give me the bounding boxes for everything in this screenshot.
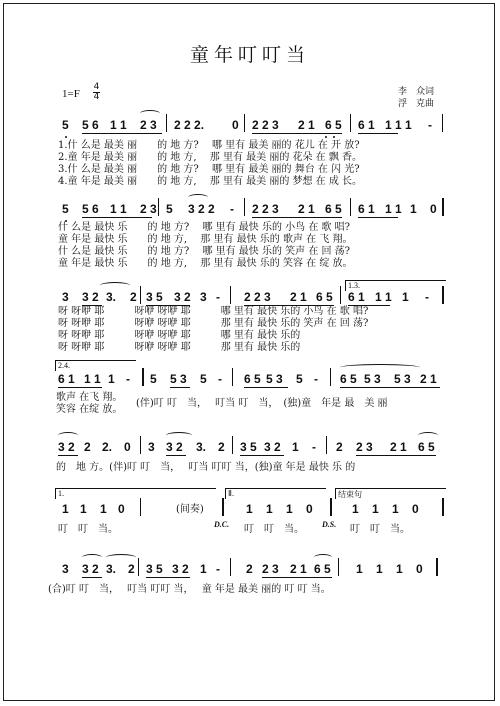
lyric-line: 什 么是 最快 乐 的 地 方? 哪 里有 最快 乐的 笑声 在 回 荡?	[58, 246, 351, 257]
note: 2 2 3	[252, 118, 279, 132]
note: 3	[200, 290, 207, 304]
note: 1	[405, 118, 412, 132]
note: 0	[412, 502, 419, 516]
note: 6 5	[325, 118, 342, 132]
key-signature: 1=F	[62, 88, 80, 100]
note: 5 6	[82, 202, 99, 216]
note: 6 1	[58, 372, 75, 386]
slur	[58, 432, 78, 439]
note: 0	[416, 562, 423, 576]
note: 2 3	[140, 202, 157, 216]
low-dot	[333, 136, 335, 138]
underline	[252, 217, 342, 218]
note: 3 2	[82, 562, 99, 576]
note: -	[126, 372, 130, 386]
ending-label: 结束句	[338, 490, 362, 499]
note: -	[428, 118, 432, 132]
note: 2 1	[290, 562, 307, 576]
note: 1	[356, 562, 363, 576]
note: 2	[246, 562, 253, 576]
underline	[82, 133, 162, 134]
note: -	[314, 372, 318, 386]
lyrics-block-3	[0, 306, 500, 356]
lyrics-block-1	[0, 140, 500, 190]
barline	[222, 498, 224, 516]
note: 2	[128, 562, 135, 576]
lyric-line: 叮 叮 当。	[350, 524, 410, 535]
slur	[314, 554, 332, 561]
note: 3.	[106, 562, 117, 576]
lyric-line: 1.什 么是 最美 丽 的 地 方? 哪 里有 最美 丽的 花儿 在 开 放?	[58, 140, 360, 151]
note: 5 3	[394, 372, 411, 386]
barline	[326, 436, 327, 454]
note: -	[425, 290, 429, 304]
note: -	[216, 562, 220, 576]
lyric-line: 呀 呀咿 耶 呀咿 呀咿 耶 哪 里有 最快 乐的 小鸟 在 歌 唱?	[58, 306, 369, 317]
slur	[188, 194, 208, 201]
note: 3 2	[264, 440, 281, 454]
section-label: 1.	[58, 489, 64, 498]
note: 2	[84, 440, 91, 454]
notation-row-6	[0, 502, 500, 522]
note: 2	[336, 440, 343, 454]
note: 1	[410, 202, 417, 216]
note: 1 1	[385, 118, 402, 132]
note: 3 2	[166, 440, 183, 454]
lyric-line: 笑容 在绽 放。	[56, 404, 123, 415]
note: 3 2	[174, 290, 191, 304]
barline	[140, 498, 141, 516]
note: 2	[218, 440, 225, 454]
note: 2 2 3	[252, 202, 279, 216]
underline	[58, 387, 102, 388]
barline	[232, 368, 233, 386]
note: 1	[80, 502, 87, 516]
note: 5 3	[170, 372, 187, 386]
note: 3 5	[146, 290, 163, 304]
note: 5	[296, 372, 303, 386]
note: -	[216, 290, 220, 304]
barline	[232, 436, 233, 454]
lyric-line: 呀 呀咿 耶 呀咿 呀咿 耶 哪 里有 最快 乐的	[58, 330, 301, 341]
note: 2.	[102, 440, 113, 454]
repeat-barline	[442, 286, 444, 304]
notation-row-2	[0, 202, 500, 222]
barline	[142, 368, 144, 386]
notation-row-7	[0, 562, 500, 582]
note: 1	[392, 502, 399, 516]
composer-credit: 浮 克曲	[398, 99, 435, 109]
note: 1	[200, 562, 207, 576]
slur	[100, 282, 130, 289]
note: 5 6	[82, 118, 99, 132]
lyric-line: 叮 叮 当。	[58, 524, 118, 535]
slur	[82, 554, 102, 561]
underline	[358, 133, 398, 134]
underline	[82, 217, 152, 218]
low-dot	[325, 136, 327, 138]
barline	[166, 114, 167, 132]
note: 5	[200, 372, 207, 386]
note: 6 5	[418, 440, 435, 454]
notation-row-1	[0, 118, 500, 138]
note: 5 3	[364, 372, 381, 386]
time-signature	[93, 83, 100, 102]
note: 1 1	[375, 290, 392, 304]
underline	[252, 133, 342, 134]
lyrics-block-2	[0, 222, 500, 272]
note: 3	[62, 290, 69, 304]
note: 6 5	[316, 290, 333, 304]
slur	[418, 432, 438, 439]
underline	[146, 577, 190, 578]
song-title: 童年叮叮当	[189, 44, 310, 66]
barline	[140, 286, 141, 304]
note: 3 2	[172, 562, 189, 576]
underline	[240, 455, 284, 456]
note: 6 1	[358, 118, 375, 132]
barline	[140, 436, 141, 454]
note: 3 2 2	[188, 202, 215, 216]
note: 2	[130, 290, 137, 304]
note: 6 5	[244, 372, 261, 386]
underline	[244, 387, 288, 388]
underline	[262, 577, 332, 578]
note: 1	[286, 502, 293, 516]
note: 0	[118, 502, 125, 516]
note: 6 1	[348, 290, 365, 304]
note: 5	[62, 118, 69, 132]
note: 3.	[106, 290, 117, 304]
low-dot	[65, 136, 67, 138]
slur	[106, 554, 136, 561]
note: 3 5	[146, 562, 163, 576]
lyrics-block-6	[0, 524, 500, 538]
note: 3	[148, 440, 155, 454]
note: 1	[396, 562, 403, 576]
slur	[340, 364, 420, 371]
final-barline	[436, 558, 438, 576]
barline	[244, 114, 245, 132]
note: 2 1	[290, 290, 307, 304]
underline	[166, 455, 186, 456]
note: 2 1	[390, 440, 407, 454]
volta-label: 1.3.	[348, 281, 360, 290]
slur	[166, 432, 192, 439]
lyric-line: 4.童 年是 最美 丽 的 地 方, 那 里有 最美 丽的 梦想 在 成 长。	[58, 176, 363, 187]
note: 5 3	[266, 372, 283, 386]
lyrics-block-4	[0, 392, 500, 422]
lyric-line: 的 地 方。(伴)叮 叮 当， 叮当 叮叮 当，(独)童 年是 最快 乐 的	[56, 462, 356, 473]
note: 1 1	[385, 202, 402, 216]
lyric-line: 呀 呀咿 耶 呀咿 呀咿 耶 那 里有 最快 乐的	[58, 342, 301, 353]
underline	[358, 217, 398, 218]
note: -	[218, 372, 222, 386]
note: 2 3	[262, 562, 279, 576]
note: 2 3	[356, 440, 373, 454]
note: 5	[166, 202, 173, 216]
lyric-line: 童 年是 最快 乐 的 地 方, 那 里有 最快 乐的 笑容 在 绽 放。	[58, 258, 353, 269]
note: 1	[372, 502, 379, 516]
barline	[244, 198, 245, 216]
notation-row-4	[0, 372, 500, 392]
section-label: Ⅱ.	[228, 489, 234, 498]
ds-mark: D.S.	[322, 520, 337, 529]
barline	[230, 286, 231, 304]
note: 1	[108, 372, 115, 386]
underline	[340, 387, 440, 388]
lyricist-credit: 李 众词	[398, 87, 435, 97]
note: 6 5	[340, 372, 357, 386]
underline	[82, 577, 102, 578]
note: 0	[124, 440, 131, 454]
lyric-line: 什 么是 最快 乐 的 地 方? 哪 里有 最快 乐的 小鸟 在 歌 唱?	[58, 222, 351, 233]
barline	[442, 114, 443, 132]
note: 0	[232, 118, 239, 132]
note: 3.	[196, 440, 207, 454]
underline	[58, 455, 78, 456]
lyric-line: 3.什 么是 最美 丽 的 地 方? 哪 里有 最美 丽的 舞台 在 闪 光?	[58, 164, 360, 175]
barline	[330, 368, 331, 386]
note: 2 1	[420, 372, 437, 386]
section-bracket	[225, 488, 326, 499]
barline	[442, 198, 444, 216]
note: 1 1	[110, 202, 127, 216]
barline	[230, 558, 231, 576]
note: 5	[150, 372, 157, 386]
note: 1 1	[110, 118, 127, 132]
note: -	[312, 440, 316, 454]
note: 3 2	[58, 440, 75, 454]
underline	[356, 455, 436, 456]
note: 1	[100, 502, 107, 516]
barline	[338, 558, 339, 576]
meter-top: 4	[93, 82, 100, 92]
note: 6 5	[325, 202, 342, 216]
note: 1 1	[84, 372, 101, 386]
note: 6 1	[358, 202, 375, 216]
note: 3	[62, 562, 69, 576]
dc-mark: D.C.	[214, 520, 230, 529]
lyrics-block-5	[0, 462, 500, 476]
note: 1	[266, 502, 273, 516]
barline	[138, 558, 139, 576]
note: 1	[62, 502, 69, 516]
note: 3 2	[82, 290, 99, 304]
note: 0	[306, 502, 313, 516]
note: -	[230, 202, 234, 216]
note: 1	[402, 290, 409, 304]
underline	[170, 387, 190, 388]
note: 5	[62, 202, 69, 216]
barline	[442, 498, 444, 516]
lyric-line: (合)叮 叮 当， 叮当 叮叮 当， 童 年是 最美 丽的 叮 叮 当。	[48, 584, 331, 595]
barline	[350, 114, 351, 132]
barline	[340, 286, 341, 304]
note: 3 5	[240, 440, 257, 454]
note: 1	[292, 440, 299, 454]
note: 2 1	[298, 118, 315, 132]
note: 2 2 3	[244, 290, 271, 304]
lyric-line: 呀 呀咿 耶 呀咿 呀咿 耶 那 里有 最快 乐的 笑声 在 回 荡?	[58, 318, 369, 329]
note: 2 1	[298, 202, 315, 216]
barline	[350, 198, 351, 216]
slur	[140, 110, 160, 117]
interlude-label: (间奏)	[176, 504, 204, 515]
barline	[158, 198, 159, 216]
note: 2 2 2.	[174, 118, 205, 132]
notation-row-5	[0, 440, 500, 460]
note: 0	[430, 202, 437, 216]
lyric-line: 叮 叮 当。	[244, 524, 304, 535]
lyrics-block-7	[0, 584, 500, 598]
lyric-line: (伴)叮 叮 当， 叮当 叮 当， (独)童 年是 最 美 丽	[136, 398, 388, 409]
note: 1	[376, 562, 383, 576]
note: 2 3	[140, 118, 157, 132]
lyric-line: 童 年是 最快 乐 的 地 方, 那 里有 最快 乐的 歌声 在 飞 翔。	[58, 234, 353, 245]
note: 6 5	[314, 562, 331, 576]
barline	[330, 498, 332, 516]
note: 1	[246, 502, 253, 516]
lyric-line: 2.童 年是 最美 丽 的 地 方, 那 里有 最美 丽的 花朵 在 飘 香。	[58, 152, 363, 163]
lyric-line: 歌声 在飞 翔。	[56, 392, 123, 403]
volta-label: 2.4.	[58, 361, 70, 370]
section-bracket	[55, 488, 216, 499]
note: 1	[352, 502, 359, 516]
meter-bottom: 4	[93, 92, 100, 102]
